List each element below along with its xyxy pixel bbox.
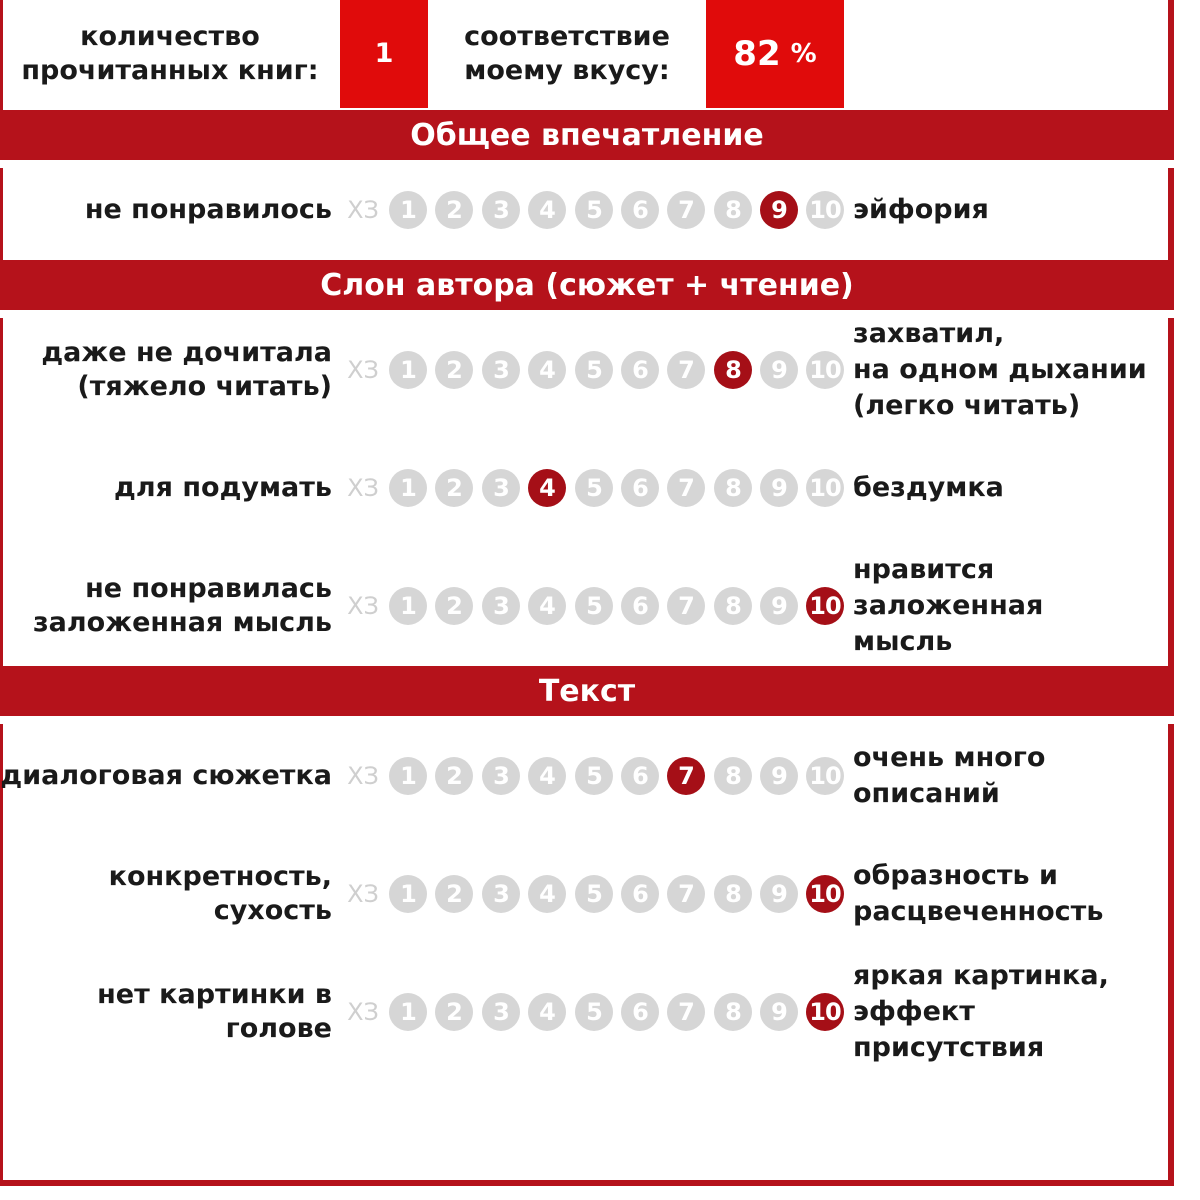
rating-circle[interactable]: 6 <box>621 351 659 389</box>
rating-circle[interactable]: 8 <box>714 351 752 389</box>
rating-circle[interactable]: 7 <box>667 469 705 507</box>
rating-circle[interactable]: 1 <box>389 757 427 795</box>
scale-right-label-line: эйфория <box>853 194 989 225</box>
scale-left-label <box>0 759 332 793</box>
scale-right-label <box>853 192 989 228</box>
scale-left-label-line: сухость <box>213 895 332 926</box>
rating-circle[interactable]: 1 <box>389 875 427 913</box>
books-count-value <box>340 0 428 108</box>
section-header <box>0 110 1174 160</box>
rating-circle[interactable]: 6 <box>621 875 659 913</box>
rating-circle[interactable]: 9 <box>760 993 798 1031</box>
books-count-value-text: 1 <box>374 38 394 69</box>
scale-left-label-line: для подумать <box>114 472 332 503</box>
rating-circle[interactable]: 7 <box>667 587 705 625</box>
scale-left-label-line: голове <box>225 1013 332 1044</box>
scale-right-label <box>853 470 1004 506</box>
rating-circle[interactable]: 8 <box>714 469 752 507</box>
rating-circle[interactable]: 9 <box>760 351 798 389</box>
header-bar <box>0 0 1174 108</box>
scale-unknown-option[interactable]: ХЗ <box>347 880 379 908</box>
scale-right-label-line: заложенная <box>853 590 1044 621</box>
scale-unknown-option[interactable]: ХЗ <box>347 356 379 384</box>
rating-circle[interactable]: 2 <box>435 351 473 389</box>
rating-circle[interactable]: 10 <box>806 875 844 913</box>
rating-circle[interactable]: 4 <box>528 191 566 229</box>
rating-circle[interactable]: 7 <box>667 757 705 795</box>
scale-right-label <box>853 316 1147 424</box>
rating-circle[interactable]: 2 <box>435 993 473 1031</box>
rating-circle[interactable]: 5 <box>575 351 613 389</box>
rating-circle[interactable]: 4 <box>528 757 566 795</box>
rating-circle[interactable]: 1 <box>389 191 427 229</box>
section-title: Общее впечатление <box>410 117 764 153</box>
rating-circle[interactable]: 10 <box>806 993 844 1031</box>
scale-unknown-option[interactable]: ХЗ <box>347 762 379 790</box>
rating-circle[interactable]: 9 <box>760 875 798 913</box>
scale-left-label-line: нет картинки в <box>97 979 332 1010</box>
rating-circle[interactable]: 8 <box>714 757 752 795</box>
rating-circle[interactable]: 2 <box>435 757 473 795</box>
scale-right-label-line: на одном дыхании <box>853 354 1147 385</box>
rating-circle[interactable]: 2 <box>435 469 473 507</box>
scale-right-label-line: присутствия <box>853 1032 1045 1063</box>
rating-circle[interactable]: 3 <box>482 993 520 1031</box>
rating-circle[interactable]: 10 <box>806 469 844 507</box>
rating-circle[interactable]: 4 <box>528 587 566 625</box>
rating-circle[interactable]: 10 <box>806 191 844 229</box>
section-title: Слон автора (сюжет + чтение) <box>320 267 854 303</box>
taste-match-unit: % <box>790 39 817 69</box>
scale-right-label-line: образность и <box>853 860 1058 891</box>
rating-circle[interactable]: 5 <box>575 993 613 1031</box>
scale-left-label <box>85 193 332 227</box>
rating-circle[interactable]: 8 <box>714 191 752 229</box>
rating-circle[interactable]: 3 <box>482 469 520 507</box>
rating-circle[interactable]: 3 <box>482 351 520 389</box>
rating-circle[interactable]: 7 <box>667 875 705 913</box>
rating-circle[interactable]: 7 <box>667 191 705 229</box>
rating-circle[interactable]: 10 <box>806 351 844 389</box>
scale-left-label <box>33 572 332 640</box>
rating-circle[interactable]: 6 <box>621 757 659 795</box>
books-count-label-text: количество прочитанных книг: <box>21 21 319 86</box>
scale-right-label-line: мысль <box>853 626 953 657</box>
rating-circle[interactable]: 3 <box>482 757 520 795</box>
scale-unknown-option[interactable]: ХЗ <box>347 592 379 620</box>
rating-circle[interactable]: 5 <box>575 757 613 795</box>
rating-circle[interactable]: 9 <box>760 469 798 507</box>
rating-circle[interactable]: 6 <box>621 587 659 625</box>
scale-right-label <box>853 552 1043 660</box>
scale-unknown-option[interactable]: ХЗ <box>347 474 379 502</box>
scale-right-label-line: захватил, <box>853 318 1005 349</box>
rating-circle[interactable]: 5 <box>575 469 613 507</box>
rating-circle[interactable]: 9 <box>760 757 798 795</box>
rating-circle[interactable]: 8 <box>714 993 752 1031</box>
rating-circle[interactable]: 6 <box>621 469 659 507</box>
scale-left-label-line: диалоговая сюжетка <box>0 760 332 791</box>
scale-left-label-line: конкретность, <box>108 861 332 892</box>
rating-circle[interactable]: 1 <box>389 993 427 1031</box>
scale-right-label-line: яркая картинка, <box>853 960 1109 991</box>
scale-unknown-option[interactable]: ХЗ <box>347 998 379 1026</box>
rating-circle[interactable]: 5 <box>575 587 613 625</box>
rating-circle[interactable]: 3 <box>482 191 520 229</box>
rating-circle[interactable]: 4 <box>528 469 566 507</box>
taste-match-label-text: соответствие моему вкусу: <box>464 21 670 86</box>
section-header <box>0 666 1174 716</box>
scale-right-label-line: (легко читать) <box>853 390 1081 421</box>
rating-circle[interactable]: 4 <box>528 351 566 389</box>
section-header <box>0 260 1174 310</box>
rating-circle[interactable]: 1 <box>389 587 427 625</box>
scale-left-label <box>41 336 332 404</box>
scale-left-label-line: даже не дочитала <box>41 337 332 368</box>
rating-circle[interactable]: 9 <box>760 587 798 625</box>
books-count-label <box>0 0 340 108</box>
scale-right-label <box>853 858 1103 930</box>
scale-left-label <box>97 978 332 1046</box>
rating-circle[interactable]: 1 <box>389 351 427 389</box>
scale-left-label-line: (тяжело читать) <box>77 371 332 402</box>
scale-right-label-line: расцвеченность <box>853 896 1104 927</box>
rating-circle[interactable]: 8 <box>714 875 752 913</box>
scale-left-label-line: не понравилась <box>85 573 332 604</box>
rating-circle[interactable]: 10 <box>806 587 844 625</box>
rating-circle[interactable]: 4 <box>528 993 566 1031</box>
rating-circle[interactable]: 2 <box>435 875 473 913</box>
rating-circle[interactable]: 6 <box>621 993 659 1031</box>
rating-circle[interactable]: 7 <box>667 351 705 389</box>
rating-circle[interactable]: 8 <box>714 587 752 625</box>
scale-unknown-option[interactable]: ХЗ <box>347 196 379 224</box>
rating-circle[interactable]: 10 <box>806 757 844 795</box>
rating-circle[interactable]: 6 <box>621 191 659 229</box>
section-title: Текст <box>538 673 636 709</box>
rating-circle[interactable]: 5 <box>575 191 613 229</box>
rating-circle[interactable]: 5 <box>575 875 613 913</box>
scale-right-label-line: нравится <box>853 554 995 585</box>
rating-circle[interactable]: 2 <box>435 191 473 229</box>
rating-circle[interactable]: 3 <box>482 587 520 625</box>
rating-circle[interactable]: 2 <box>435 587 473 625</box>
scale-right-label-line: очень много <box>853 742 1046 773</box>
scale-right-label-line: бездумка <box>853 472 1004 503</box>
scale-left-label-line: не понравилось <box>84 194 332 225</box>
scale-right-label <box>853 740 1045 812</box>
scale-right-label <box>853 958 1109 1066</box>
rating-circle[interactable]: 9 <box>760 191 798 229</box>
taste-match-number: 82 <box>733 34 781 74</box>
rating-circle[interactable]: 3 <box>482 875 520 913</box>
scale-left-label-line: заложенная мысль <box>32 607 332 638</box>
rating-circle[interactable]: 7 <box>667 993 705 1031</box>
scale-left-label <box>109 860 332 928</box>
scale-right-label-line: описаний <box>853 778 1000 809</box>
scale-right-label-line: эффект <box>853 996 975 1027</box>
taste-match-value <box>706 0 844 108</box>
scale-left-label <box>114 471 332 505</box>
rating-circle[interactable]: 1 <box>389 469 427 507</box>
taste-match-label <box>428 0 706 108</box>
rating-circle[interactable]: 4 <box>528 875 566 913</box>
